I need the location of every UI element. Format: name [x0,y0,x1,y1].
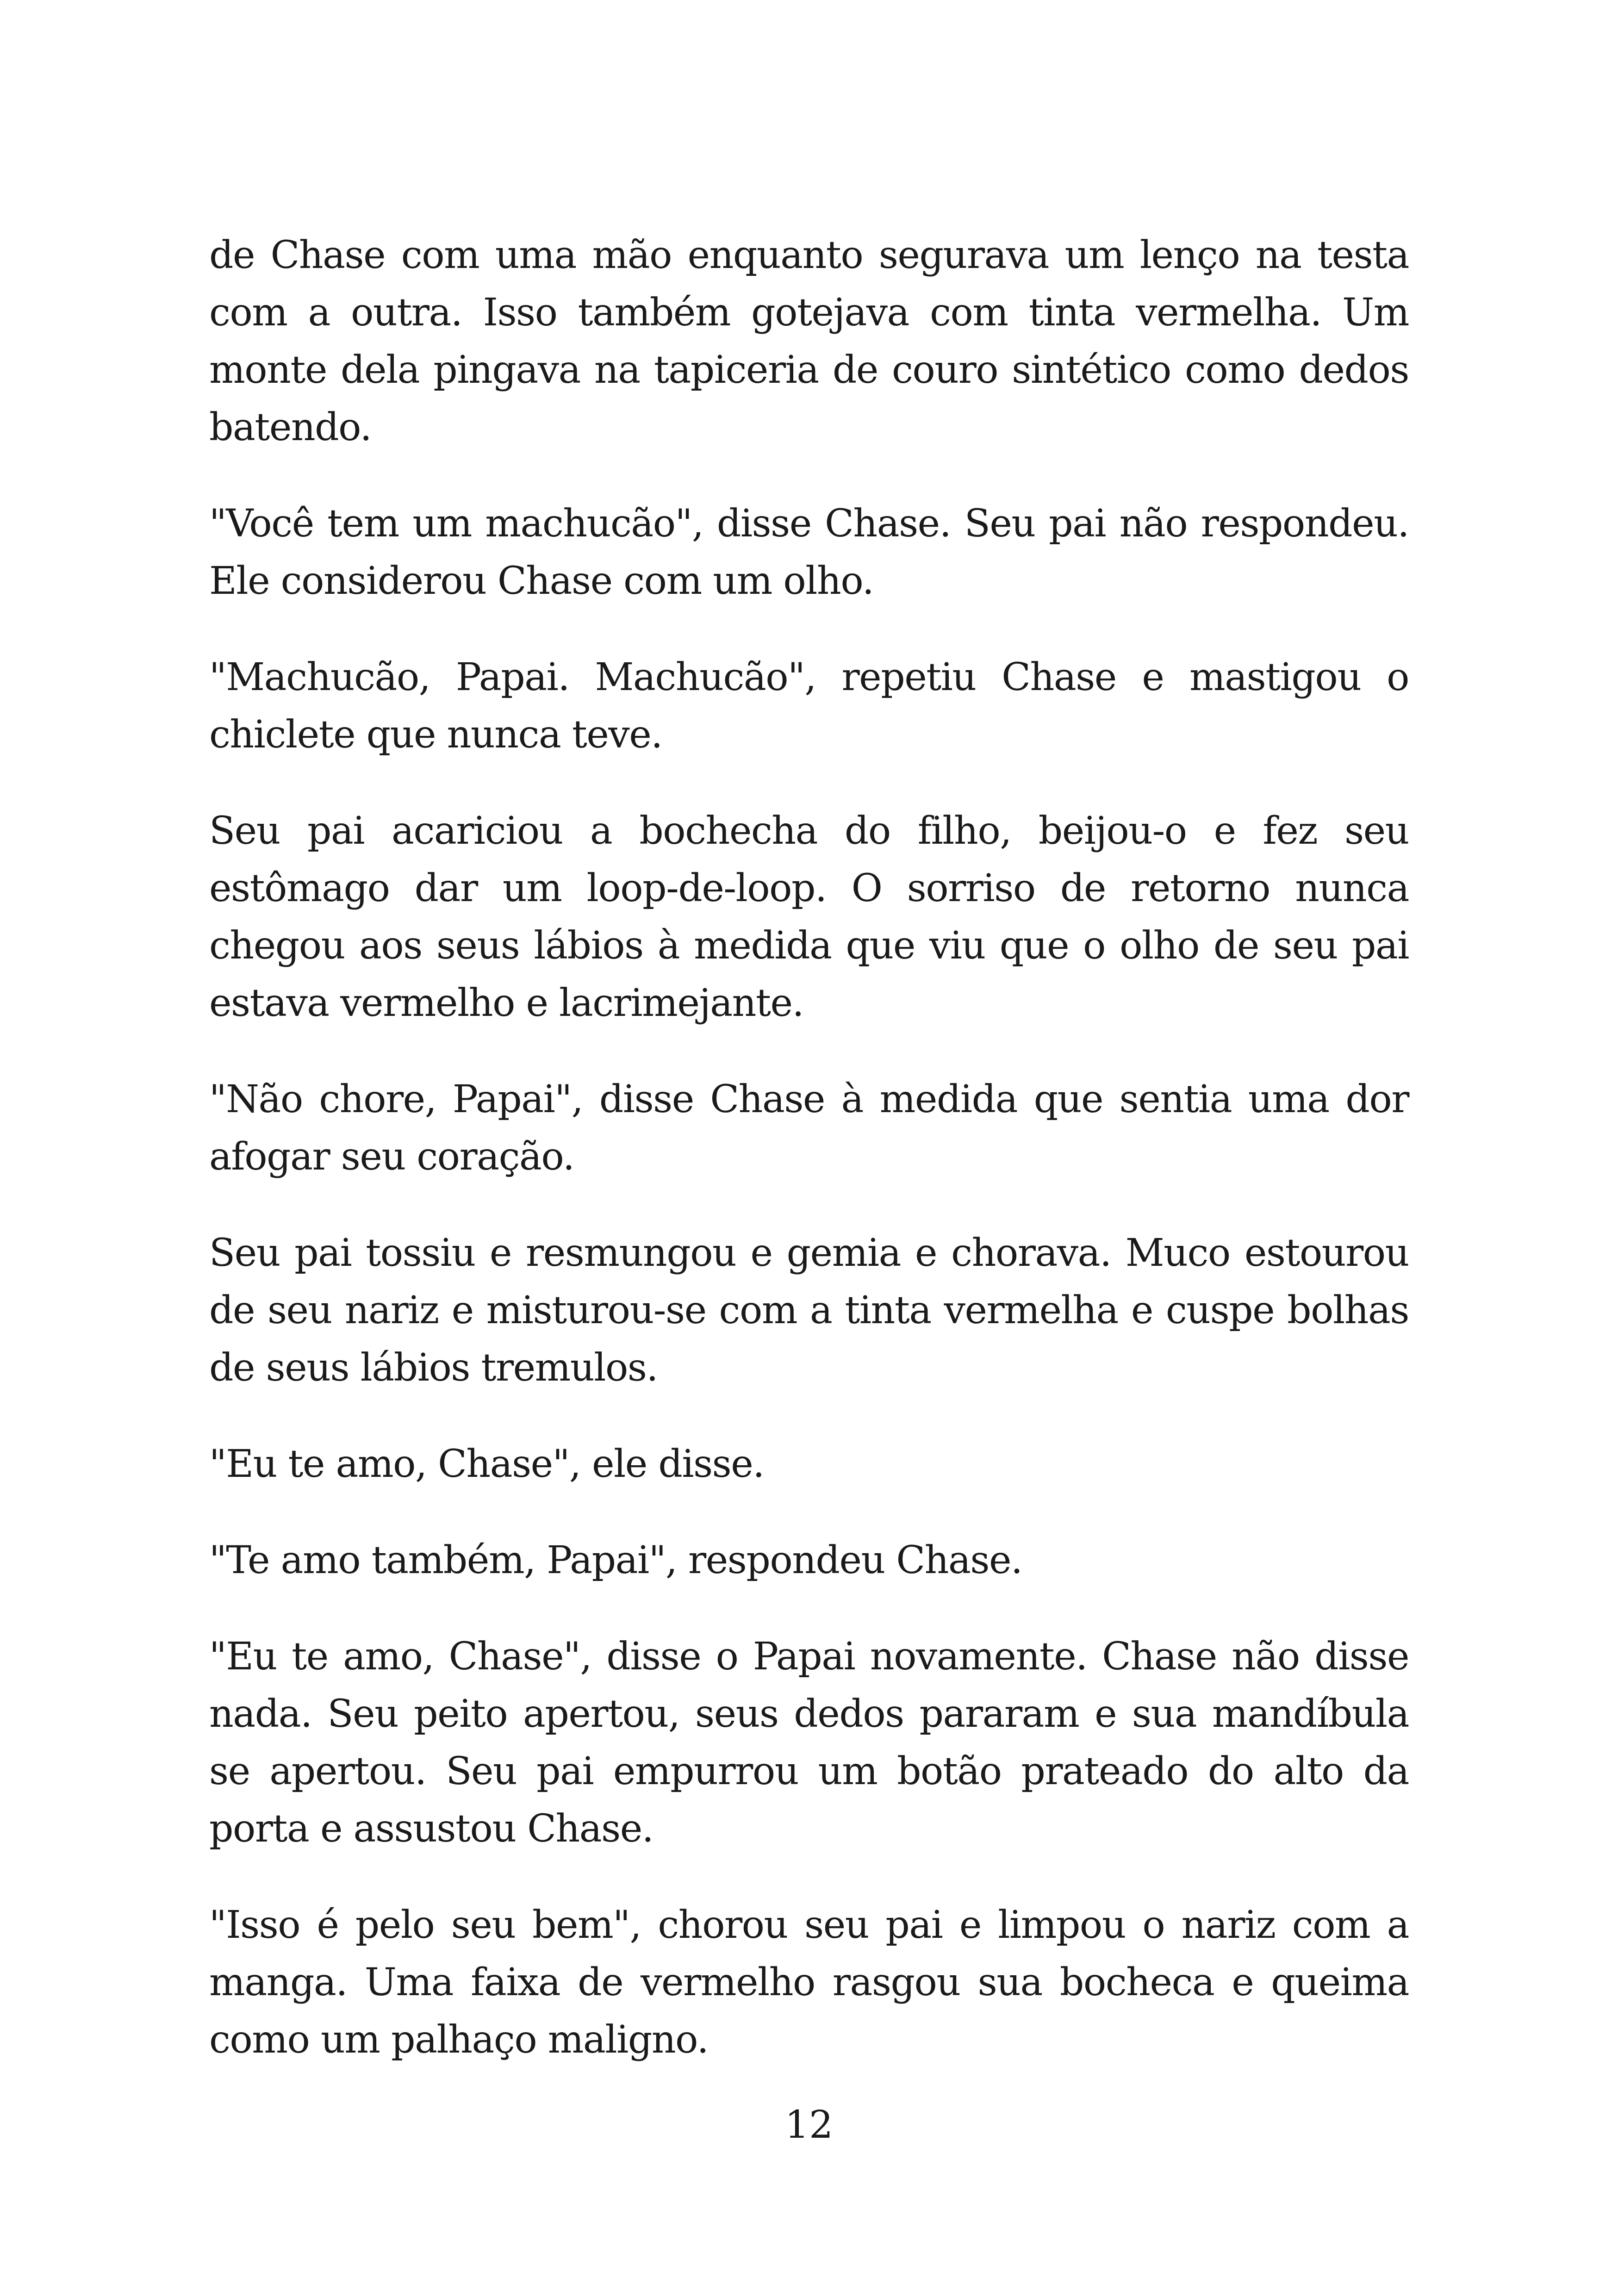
paragraph: "Te amo também, Papai", respondeu Chase. [209,1538,1022,1582]
paragraph: "Isso é pelo seu bem", chorou seu pai e limpou o nariz com a manga. Uma faixa de vermelho rasgou sua bocheca e queima como um palhaço maligno. [209,1903,1409,2062]
paragraph: "Você tem um machucão", disse Chase. Seu pai não respondeu. Ele considerou Chase com um olho. [209,502,1409,603]
paragraph: "Machucão, Papai. Machucão", repetiu Chase e mastigou o chiclete que nunca teve. [209,655,1409,757]
body-text [209,227,1409,2108]
paragraph: de Chase com uma mão enquanto segurava um lenço na testa com a outra. Isso também gotejava com tinta vermelha. Um monte dela pingava na tapiceria de couro sintético como dedos batendo. [209,233,1409,449]
page-number: 12 [784,2103,834,2147]
paragraph: Seu pai acariciou a bochecha do filho, beijou-o e fez seu estômago dar um loop-de-loop. O sorriso de retorno nunca chegou aos seus lábios à medida que viu que o olho de seu pai estava vermelho e lacrimejante. [209,809,1409,1025]
paragraph: "Eu te amo, Chase", ele disse. [209,1442,764,1486]
paragraph: "Não chore, Papai", disse Chase à medida que sentia uma dor afogar seu coração. [209,1077,1409,1179]
paragraph: Seu pai tossiu e resmungou e gemia e chorava. Muco estourou de seu nariz e misturou-se com a tinta vermelha e cuspe bolhas de seus lábios tremulos. [209,1231,1409,1390]
paragraph: "Eu te amo, Chase", disse o Papai novamente. Chase não disse nada. Seu peito apertou, seus dedos pararam e sua mandíbula se apertou. Seu pai empurrou um botão prateado do alto da porta e assustou Chase. [209,1635,1409,1851]
